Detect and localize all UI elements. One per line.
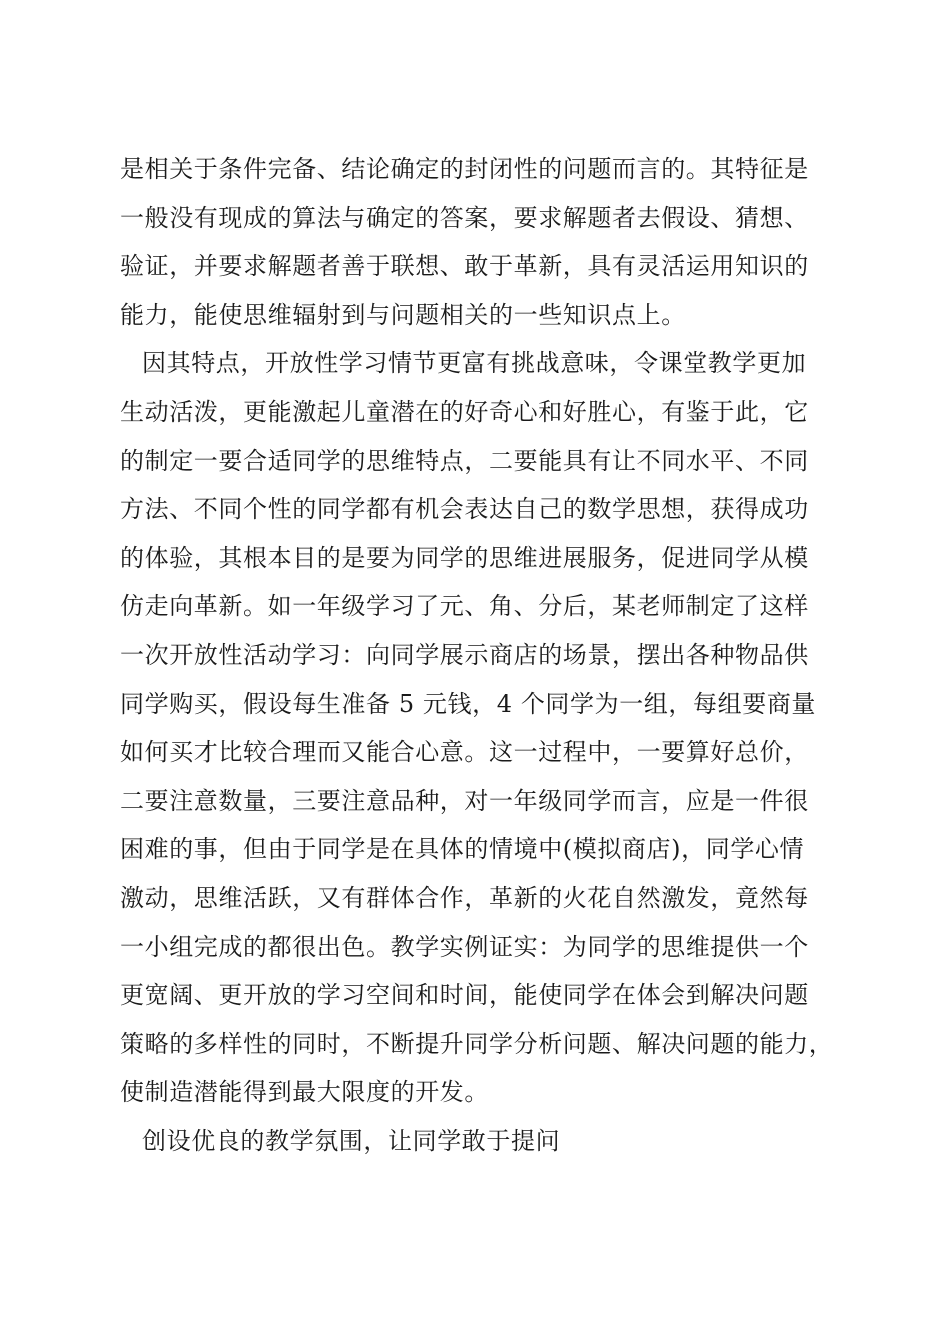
text-line-18: 更宽阔、更开放的学习空间和时间，能使同学在体会到解决问题 [120, 981, 809, 1010]
text-line-2: 一般没有现成的算法与确定的答案，要求解题者去假设、猜想、 [120, 203, 809, 232]
text-line-19: 策略的多样性的同时，不断提升同学分析问题、解决问题的能力， [120, 1029, 834, 1058]
text-line-16: 激动，思维活跃，又有群体合作，革新的火花自然激发，竟然每 [120, 883, 809, 912]
text-line-9: 的体验，其根本目的是要为同学的思维进展服务，促进同学从模 [120, 543, 809, 572]
text-line-14: 二要注意数量，三要注意品种，对一年级同学而言，应是一件很 [120, 786, 809, 815]
text-line-17: 一小组完成的都很出色。教学实例证实：为同学的思维提供一个 [120, 932, 809, 961]
text-line-8: 方法、不同个性的同学都有机会表达自己的数学思想，获得成功 [120, 495, 809, 524]
document-body [120, 145, 840, 1165]
text-line-10: 仿走向革新。如一年级学习了元、角、分后，某老师制定了这样 [120, 592, 809, 621]
text-line-7: 的制定一要合适同学的思维特点，二要能具有让不同水平、不同 [120, 446, 809, 475]
text-line-13: 如何买才比较合理而又能合心意。这一过程中，一要算好总价， [120, 738, 809, 767]
text-line-5: 因其特点，开放性学习情节更富有挑战意味，令课堂教学更加 [142, 349, 807, 378]
text-line-6: 生动活泼，更能激起儿童潜在的好奇心和好胜心，有鉴于此，它 [120, 397, 809, 426]
text-line-3: 验证，并要求解题者善于联想、敢于革新，具有灵活运用知识的 [120, 252, 809, 281]
text-line-20: 使制造潜能得到最大限度的开发。 [120, 1078, 489, 1107]
text-line-15: 困难的事，但由于同学是在具体的情境中(模拟商店)，同学心情 [120, 835, 805, 864]
text-line-4: 能力，能使思维辐射到与问题相关的一些知识点上。 [120, 300, 686, 329]
text-line-11: 一次开放性活动学习：向同学展示商店的场景，摆出各种物品供 [120, 640, 809, 669]
text-line-21: 创设优良的教学氛围，让同学敢于提问 [142, 1126, 561, 1155]
text-line-1: 是相关于条件完备、结论确定的封闭性的问题而言的。其特征是 [120, 155, 809, 183]
text-line-12: 同学购买，假设每生准备 5 元钱，4 个同学为一组，每组要商量 [120, 689, 817, 718]
